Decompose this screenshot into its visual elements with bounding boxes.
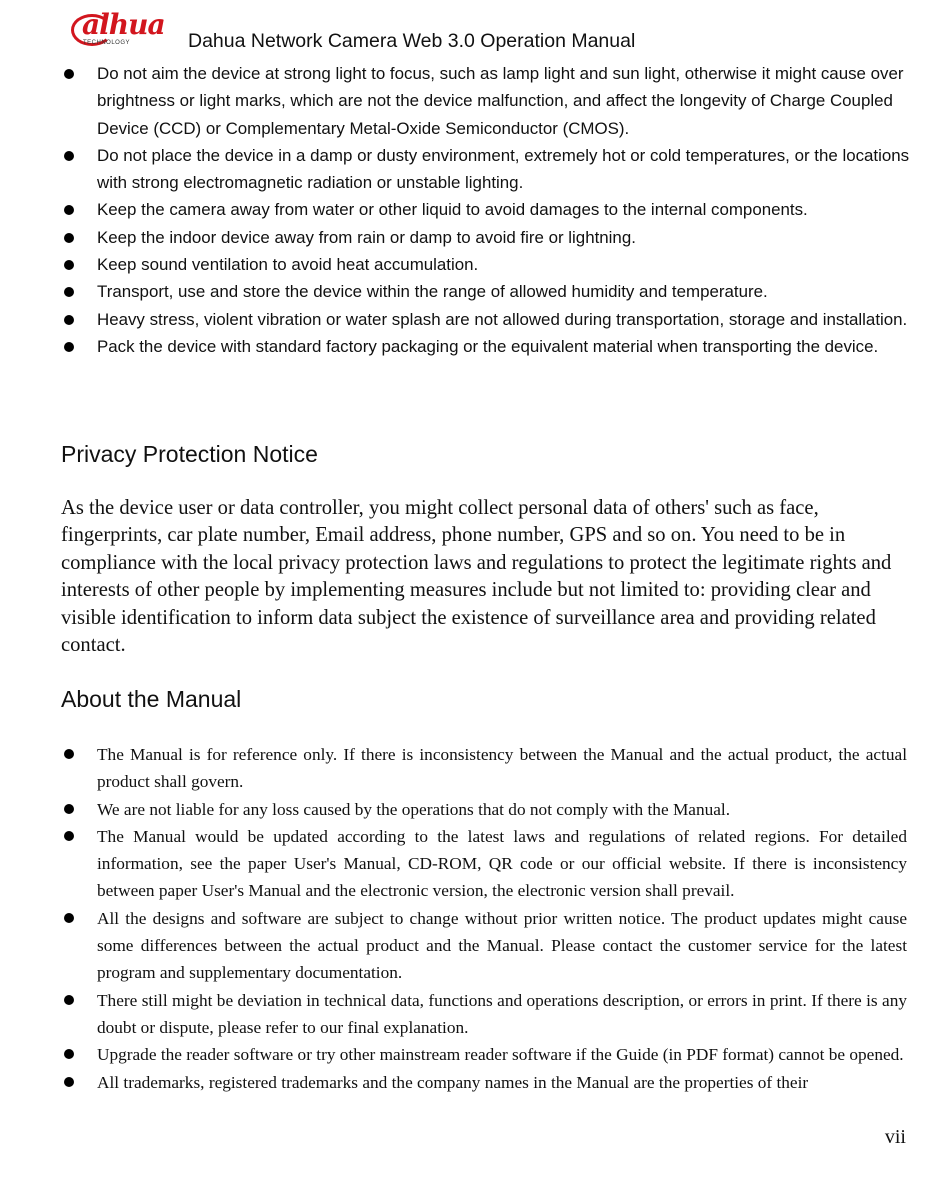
list-item: We are not liable for any loss caused by the operations that do not comply with the Manual. <box>61 796 907 823</box>
page-number: vii <box>884 1126 906 1148</box>
list-item: Transport, use and store the device within the range of allowed humidity and temperature. <box>61 278 911 305</box>
privacy-paragraph: As the device user or data controller, you might collect personal data of others' such as face, fingerprints, car plate number, Email address, phone number, GPS and so on. You need to be in compliance with the local privacy protection laws and regulations to protect the legitimate rights and interests of other people by implementing measures include but not limited to: providing clear and visible identification to inform data subject the existence of surveillance area and providing related contact. <box>61 497 892 657</box>
about-manual-list <box>61 741 907 1096</box>
dahua-logo <box>70 10 174 50</box>
list-item: The Manual would be updated according to the latest laws and regulations of related regions. For detailed information, see the paper User's Manual, CD-ROM, QR code or our official website. If there is inconsistency between paper User's Manual and the electronic version, the electronic version shall prevail. <box>61 823 907 905</box>
list-item: Keep sound ventilation to avoid heat accumulation. <box>61 251 911 278</box>
logo-subtitle: TECHNOLOGY <box>83 40 131 46</box>
about-manual-heading: About the Manual <box>61 686 242 712</box>
privacy-heading: Privacy Protection Notice <box>61 441 318 467</box>
list-item: All the designs and software are subject to change without prior written notice. The product updates might cause some differences between the actual product and the Manual. Please contact the customer service for the latest program and supplementary documentation. <box>61 905 907 987</box>
logo-wordmark: alhua <box>82 8 165 41</box>
list-item: Heavy stress, violent vibration or water splash are not allowed during transportation, storage and installation. <box>61 306 911 333</box>
list-item: Upgrade the reader software or try other mainstream reader software if the Guide (in PDF format) cannot be opened. <box>61 1041 907 1068</box>
list-item: There still might be deviation in technical data, functions and operations description, or errors in print. If there is any doubt or dispute, please refer to our final explanation. <box>61 987 907 1042</box>
list-item: All trademarks, registered trademarks and the company names in the Manual are the properties of their <box>61 1069 907 1096</box>
document-title: Dahua Network Camera Web 3.0 Operation Manual <box>188 30 636 52</box>
page-header <box>70 10 890 60</box>
list-item: Do not place the device in a damp or dusty environment, extremely hot or cold temperatures, or the locations with strong electromagnetic radiation or unstable lighting. <box>61 142 911 197</box>
safety-list <box>61 60 911 360</box>
list-item: Keep the camera away from water or other liquid to avoid damages to the internal components. <box>61 196 911 223</box>
list-item: Keep the indoor device away from rain or damp to avoid fire or lightning. <box>61 224 911 251</box>
list-item: The Manual is for reference only. If there is inconsistency between the Manual and the actual product, the actual product shall govern. <box>61 741 907 796</box>
list-item: Pack the device with standard factory packaging or the equivalent material when transporting the device. <box>61 333 911 360</box>
list-item: Do not aim the device at strong light to focus, such as lamp light and sun light, otherwise it might cause over brightness or light marks, which are not the device malfunction, and affect the longevity of Charge Coupled Device (CCD) or Complementary Metal-Oxide Semiconductor (CMOS). <box>61 60 911 142</box>
